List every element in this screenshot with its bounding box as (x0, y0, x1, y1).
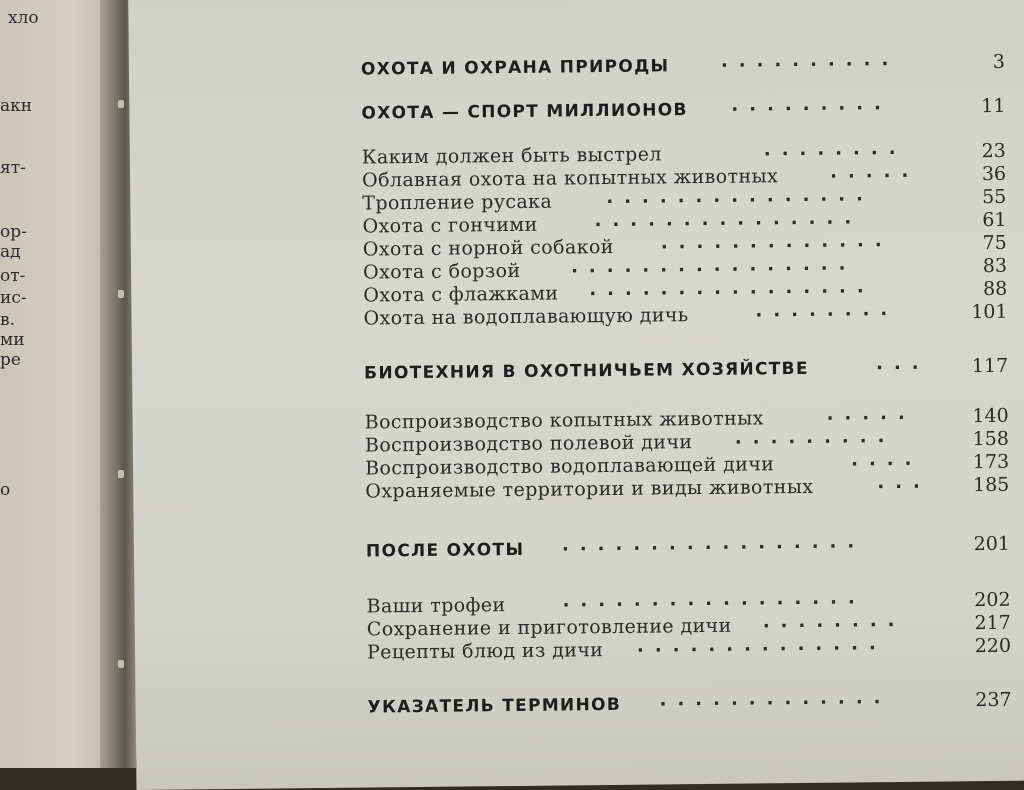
toc-leader-dots: ... (875, 352, 930, 375)
toc-page-number: 237 (975, 688, 1012, 712)
toc-entry-title: Воспроизводство полевой дичи (364, 431, 693, 457)
toc-leader-dots: .............. (636, 633, 887, 657)
left-page-text-fragment: от- (0, 266, 26, 286)
toc-entry-title: Охота с норной собакой (362, 235, 614, 261)
toc-entry-title: ПОСЛЕ ОХОТЫ (365, 539, 525, 562)
toc-entry-title: Ваши трофеи (366, 594, 506, 618)
toc-entry-title: Воспроизводство водоплавающей дичи (365, 453, 775, 480)
toc-leader-dots: ..... (829, 160, 920, 183)
toc-page-number: 140 (972, 404, 1009, 428)
toc-entry-title: Охота с флажками (363, 282, 559, 307)
binding-stitch (118, 660, 124, 668)
toc-leader-dots: ......... (731, 93, 892, 116)
toc-leader-dots: ................ (589, 276, 875, 301)
toc-leader-dots: .......... (720, 48, 900, 72)
toc-entry-title: Тропление русака (362, 190, 553, 215)
binding-stitch (118, 100, 124, 108)
toc-entry-title: Сохранение и приготовление дичи (366, 614, 732, 641)
toc-entry-title: УКАЗАТЕЛЬ ТЕРМИНОВ (367, 694, 622, 718)
contents-page (128, 0, 1024, 790)
left-page-text-fragment: в. (0, 310, 15, 330)
toc-section-entry (367, 685, 1011, 718)
left-page-text-fragment: ад (0, 242, 21, 262)
left-page-text-fragment: ор- (0, 222, 27, 242)
toc-entry-title: ОХОТА — СПОРТ МИЛЛИОНОВ (361, 100, 688, 124)
toc-leader-dots: ................. (561, 531, 866, 556)
toc-page-number: 217 (974, 611, 1011, 635)
toc-entry (367, 631, 1011, 664)
left-page-text-fragment: ят- (0, 158, 26, 178)
toc-section-entry (361, 91, 1005, 124)
toc-page-number: 75 (982, 231, 1007, 255)
left-page-text-fragment: хло (8, 8, 39, 28)
toc-leader-dots: ............... (606, 184, 874, 209)
toc-page-number: 36 (981, 162, 1007, 186)
toc-leader-dots: ......... (734, 425, 896, 449)
toc-page-number: 220 (974, 634, 1012, 658)
toc-entry-title: Охота с борзой (362, 259, 521, 284)
toc-leader-dots: .... (850, 448, 923, 471)
toc-leader-dots: ..... (826, 402, 916, 425)
toc-page-number: 185 (972, 473, 1010, 497)
left-page-text-fragment: ми (0, 330, 25, 350)
toc-page-number: 88 (982, 277, 1008, 301)
toc-entry-title: Облавная охота на копытных животных (361, 165, 779, 192)
toc-entry (365, 470, 1009, 503)
toc-section-entry (366, 529, 1010, 562)
toc-page-number: 83 (982, 254, 1008, 278)
toc-section-entry (361, 47, 1005, 80)
binding-stitch (118, 290, 124, 298)
toc-leader-dots: ........ (762, 609, 906, 633)
toc-entry-title: Охота с гончими (362, 213, 538, 238)
toc-entry (363, 297, 1007, 330)
toc-leader-dots: ... (877, 471, 931, 494)
toc-entry-title: ОХОТА И ОХРАНА ПРИРОДЫ (360, 56, 670, 80)
toc-entry-title: Рецепты блюд из дичи (366, 639, 604, 664)
toc-leader-dots: ................. (562, 587, 866, 612)
toc-section-entry (364, 351, 1008, 384)
left-page-text-fragment: акн (0, 96, 33, 116)
toc-page-number: 23 (981, 139, 1006, 163)
toc-page-number: 201 (973, 532, 1011, 556)
left-page-text-fragment: о (0, 480, 11, 500)
toc-page-number: 202 (974, 588, 1011, 612)
left-page-text-fragment: ис- (0, 288, 27, 308)
toc-leader-dots: ............. (660, 230, 893, 254)
left-page-text-fragment: ре (0, 350, 21, 370)
toc-entry-title: Охраняемые территории и виды животных (365, 475, 814, 503)
toc-page-number: 101 (971, 300, 1008, 324)
toc-entry-title: Воспроизводство копытных животных (364, 407, 764, 434)
toc-leader-dots: ............. (659, 687, 892, 711)
toc-leader-dots: ........ (755, 298, 899, 322)
toc-leader-dots: ............... (594, 207, 863, 232)
toc-page-number: 117 (971, 354, 1009, 378)
toc-page-number: 11 (981, 94, 1006, 118)
binding-stitch (118, 470, 124, 478)
toc-leader-dots: ................ (570, 253, 857, 278)
toc-entry-title: Каким должен быть выстрел (361, 143, 662, 169)
toc-entry-title: БИОТЕХНИЯ В ОХОТНИЧЬЕМ ХОЗЯЙСТВЕ (364, 358, 809, 384)
toc-page-number: 173 (972, 450, 1010, 474)
toc-page-number: 158 (972, 427, 1009, 451)
toc-page-number: 55 (982, 185, 1007, 209)
toc-entry-title: Охота на водоплавающую дичь (363, 304, 689, 330)
toc-page-number: 61 (982, 208, 1007, 232)
toc-page-number: 3 (992, 50, 1006, 73)
toc-leader-dots: ........ (763, 137, 907, 161)
